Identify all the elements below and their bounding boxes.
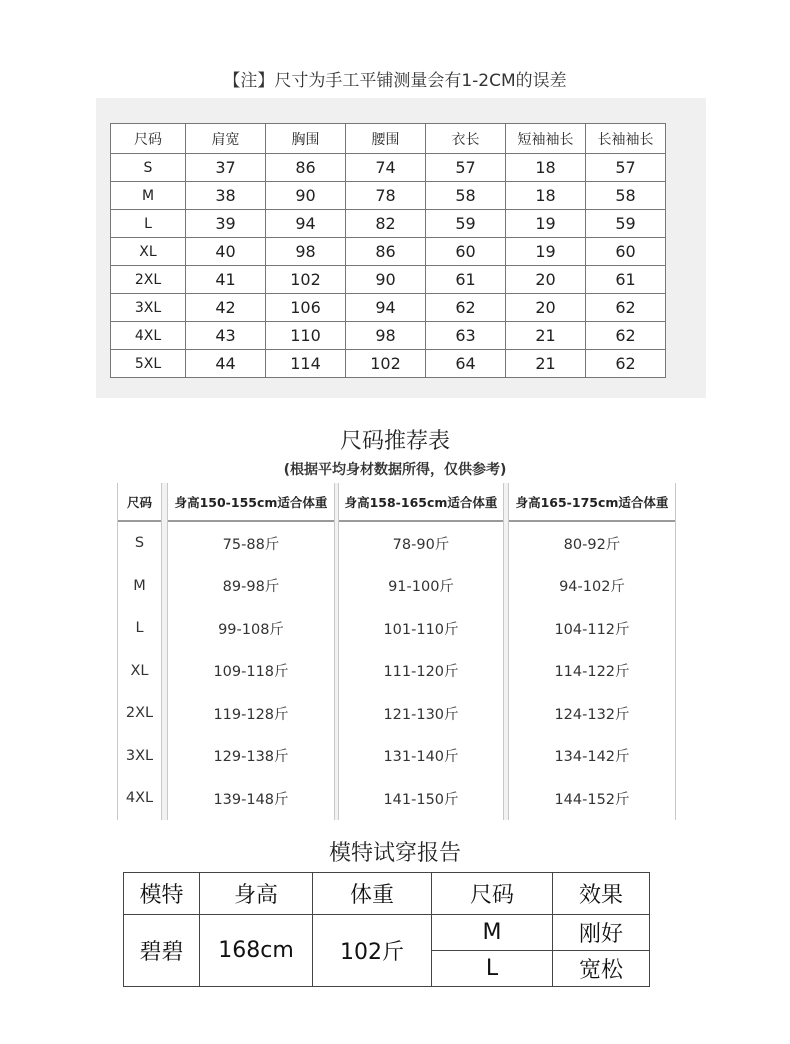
recommend-column-header: 身高150-155cm适合体重 <box>168 483 334 522</box>
recommend-size-cell: 4XL <box>125 790 154 807</box>
size-chart-cell: 110 <box>266 322 346 350</box>
model-header-effect: 效果 <box>553 873 650 915</box>
model-name: 碧碧 <box>124 915 200 987</box>
table-row <box>111 294 666 322</box>
size-chart-cell: L <box>111 210 186 238</box>
recommend-column-2 <box>338 483 504 820</box>
table-row <box>111 238 666 266</box>
recommend-weight-cell: 78-90斤 <box>392 536 450 553</box>
model-height: 168cm <box>200 915 313 987</box>
size-chart-header-cell: 腰围 <box>346 124 426 154</box>
model-report-title: 模特试穿报告 <box>328 841 461 866</box>
size-chart-header-cell: 胸围 <box>266 124 346 154</box>
size-chart-header-cell: 尺码 <box>111 124 186 154</box>
size-chart-cell: 20 <box>506 294 586 322</box>
size-chart-cell: 98 <box>266 238 346 266</box>
size-chart-cell: 57 <box>426 154 506 182</box>
size-chart-cell: 39 <box>186 210 266 238</box>
size-chart-cell: 41 <box>186 266 266 294</box>
recommend-weight-cell: 89-98斤 <box>222 579 280 596</box>
size-chart-cell: 4XL <box>111 322 186 350</box>
table-row <box>111 210 666 238</box>
size-chart-cell: 59 <box>586 210 666 238</box>
recommend-weight-cell: 131-140斤 <box>383 749 459 766</box>
size-chart-cell: 62 <box>586 294 666 322</box>
recommend-title: 尺码推荐表 <box>339 429 450 454</box>
recommend-column-1 <box>167 483 335 820</box>
recommend-size-cell: 2XL <box>125 705 154 722</box>
size-chart-cell: 102 <box>346 350 426 378</box>
size-chart-cell: 86 <box>266 154 346 182</box>
size-chart-cell: 62 <box>426 294 506 322</box>
model-header-model: 模特 <box>124 873 200 915</box>
table-row <box>111 350 666 378</box>
recommend-weight-cell: 114-122斤 <box>554 664 630 681</box>
size-chart-cell: 59 <box>426 210 506 238</box>
size-chart-cell: 19 <box>506 238 586 266</box>
size-chart-cell: 18 <box>506 182 586 210</box>
recommend-weight-cell: 99-108斤 <box>218 621 284 638</box>
size-chart-cell: 60 <box>586 238 666 266</box>
size-chart-cell: 114 <box>266 350 346 378</box>
size-chart-cell: 37 <box>186 154 266 182</box>
recommend-weight-cell: 119-128斤 <box>213 706 289 723</box>
recommend-weight-cell: 141-150斤 <box>383 791 459 808</box>
size-chart-cell: 20 <box>506 266 586 294</box>
model-header-size: 尺码 <box>432 873 553 915</box>
recommend-weight-cell: 104-112斤 <box>554 621 630 638</box>
size-chart-cell: 40 <box>186 238 266 266</box>
recommend-weight-cell: 80-92斤 <box>563 536 621 553</box>
recommend-weight-cell: 124-132斤 <box>554 706 630 723</box>
table-row <box>111 182 666 210</box>
model-weight: 102斤 <box>313 915 432 987</box>
size-chart-header-cell: 肩宽 <box>186 124 266 154</box>
table-row <box>111 154 666 182</box>
size-chart-header-row <box>111 124 666 154</box>
trial-effect: 刚好 <box>553 915 650 951</box>
model-header-weight: 体重 <box>313 873 432 915</box>
recommend-weight-cell: 111-120斤 <box>383 664 459 681</box>
recommend-column-header: 身高165-175cm适合体重 <box>509 483 675 522</box>
size-chart-table <box>110 123 666 378</box>
size-chart-cell: 2XL <box>111 266 186 294</box>
size-chart-cell: 102 <box>266 266 346 294</box>
size-chart-cell: 90 <box>266 182 346 210</box>
recommend-size-cell: M <box>133 577 146 594</box>
size-chart-cell: 44 <box>186 350 266 378</box>
size-chart-cell: 61 <box>426 266 506 294</box>
recommend-weight-cell: 101-110斤 <box>383 621 459 638</box>
recommend-column-header: 身高158-165cm适合体重 <box>339 483 503 522</box>
recommend-size-cell: L <box>135 620 144 637</box>
measurement-note: 【注】尺寸为手工平铺测量会有1-2CM的误差 <box>223 71 567 91</box>
size-chart-cell: 63 <box>426 322 506 350</box>
size-chart-cell: 21 <box>506 322 586 350</box>
size-chart-cell: 90 <box>346 266 426 294</box>
trial-effect: 宽松 <box>553 951 650 987</box>
trial-size: M <box>432 915 553 951</box>
size-chart-cell: 78 <box>346 182 426 210</box>
size-chart-cell: M <box>111 182 186 210</box>
size-chart-cell: 21 <box>506 350 586 378</box>
recommend-weight-cell: 109-118斤 <box>213 664 289 681</box>
recommend-weight-cell: 121-130斤 <box>383 706 459 723</box>
size-chart-header-cell: 长袖袖长 <box>586 124 666 154</box>
size-chart-cell: 94 <box>266 210 346 238</box>
size-chart-cell: 94 <box>346 294 426 322</box>
size-chart-cell: XL <box>111 238 186 266</box>
model-report-table <box>123 872 650 987</box>
table-row <box>111 322 666 350</box>
recommend-weight-cell: 75-88斤 <box>222 536 280 553</box>
size-chart-cell: 5XL <box>111 350 186 378</box>
recommend-weight-cell: 91-100斤 <box>388 579 454 596</box>
size-chart-cell: 3XL <box>111 294 186 322</box>
table-row <box>111 266 666 294</box>
recommend-size-cell: S <box>134 535 145 552</box>
size-chart-cell: 57 <box>586 154 666 182</box>
recommend-weight-cell: 144-152斤 <box>554 791 630 808</box>
size-chart-cell: 62 <box>586 322 666 350</box>
size-chart-cell: 43 <box>186 322 266 350</box>
recommend-size-column <box>117 483 162 820</box>
size-chart-cell: 62 <box>586 350 666 378</box>
size-chart-cell: 19 <box>506 210 586 238</box>
size-chart-cell: 38 <box>186 182 266 210</box>
trial-size: L <box>432 951 553 987</box>
recommend-size-header: 尺码 <box>118 483 161 522</box>
size-chart-cell: 61 <box>586 266 666 294</box>
size-chart-cell: 58 <box>586 182 666 210</box>
recommend-weight-cell: 139-148斤 <box>213 791 289 808</box>
recommend-weight-cell: 94-102斤 <box>559 579 625 596</box>
size-chart-cell: 98 <box>346 322 426 350</box>
size-chart-cell: 18 <box>506 154 586 182</box>
model-header-height: 身高 <box>200 873 313 915</box>
size-chart-cell: 64 <box>426 350 506 378</box>
size-chart-cell: 42 <box>186 294 266 322</box>
size-chart-cell: 106 <box>266 294 346 322</box>
size-chart-cell: 58 <box>426 182 506 210</box>
size-chart-cell: 82 <box>346 210 426 238</box>
recommend-table <box>117 483 674 820</box>
recommend-column-3 <box>508 483 676 820</box>
recommend-subtitle: (根据平均身材数据所得，仅供参考) <box>283 462 507 478</box>
recommend-weight-cell: 129-138斤 <box>213 749 289 766</box>
size-chart-cell: 86 <box>346 238 426 266</box>
size-chart-cell: 74 <box>346 154 426 182</box>
size-chart-cell: S <box>111 154 186 182</box>
size-chart-cell: 60 <box>426 238 506 266</box>
size-chart-header-cell: 短袖袖长 <box>506 124 586 154</box>
size-chart-header-cell: 衣长 <box>426 124 506 154</box>
recommend-size-cell: 3XL <box>125 747 154 764</box>
recommend-weight-cell: 134-142斤 <box>554 749 630 766</box>
recommend-size-cell: XL <box>130 662 149 679</box>
